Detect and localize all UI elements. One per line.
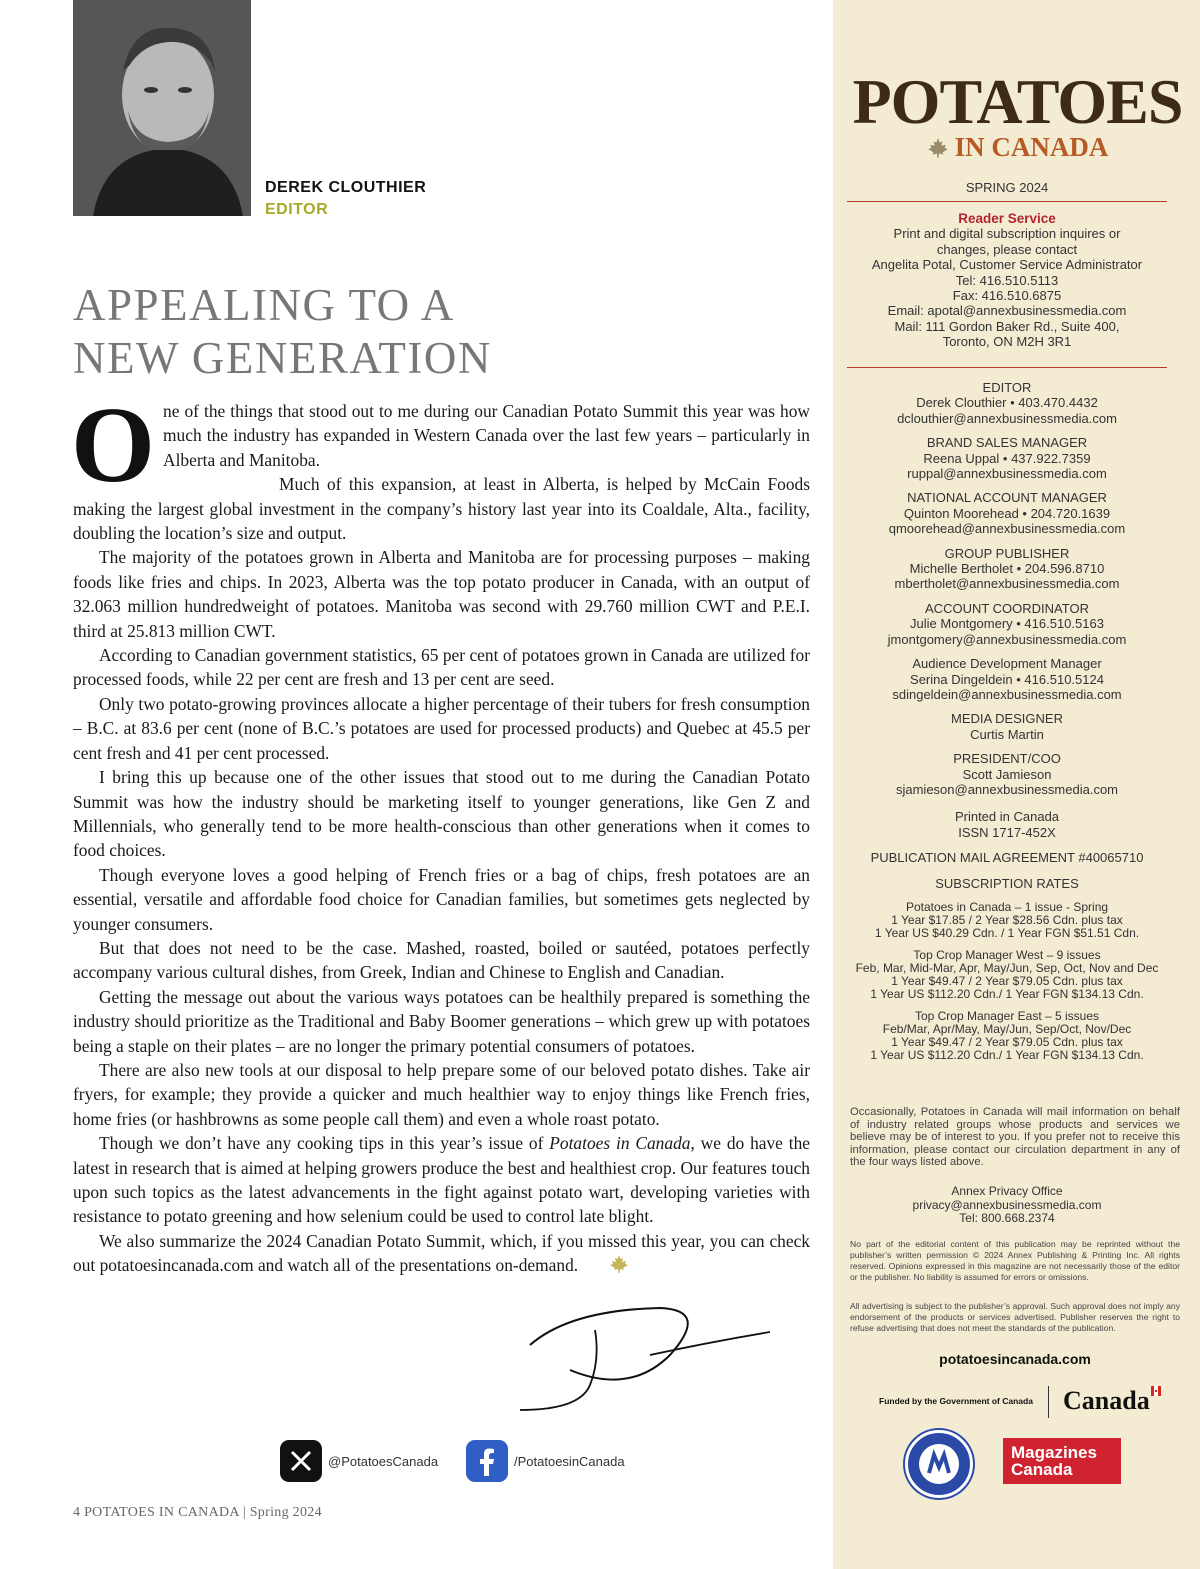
staff-entry	[847, 656, 1167, 702]
paragraph-text: , we do have the latest in research that is aimed at helping growers produce the best and healthiest crop. Our features touch upon such topics as the latest advancements in the fight against potato wart, developing varieties with resistance to potato greening and how selenium could be used to control late blight.	[73, 1133, 810, 1227]
staff-entry	[847, 546, 1167, 592]
twitter-handle: @PotatoesCanada	[328, 1453, 439, 1469]
divider	[1048, 1386, 1049, 1418]
facebook-handle: /PotatoesinCanada	[514, 1453, 625, 1469]
text-line: Tel: 800.668.2374	[959, 1211, 1055, 1225]
logo-title: POTATOES	[852, 66, 1183, 137]
text-line: privacy@annexbusinessmedia.com	[912, 1197, 1102, 1212]
paragraph-text: ne of the things that stood out to me during our Canadian Potato Summit this year was how much the industry has expanded in Western Canada over the last few years – particularly in Alberta and Manitoba.	[163, 401, 810, 470]
staff-role: EDITOR	[982, 380, 1032, 395]
staff-role: PRESIDENT/COO	[953, 751, 1061, 767]
staff-role: BRAND SALES MANAGER	[926, 435, 1088, 451]
headline-line-1: APPEALING TO A	[73, 280, 455, 330]
article-body	[71, 386, 810, 1281]
text-line: Potatoes in Canada – 1 issue - Spring	[905, 899, 1109, 914]
paragraph: I bring this up because one of the other issues that stood out to me during the Canadian Potato Summit was how the industry should be marketing itself to younger generations, like Gen Z and Millennials, who generally tend to be more health-conscious than other generations when it comes to food choices.	[73, 767, 810, 861]
magazine-title-italic: Potatoes in Canada	[549, 1133, 691, 1154]
paragraph: Only two potato-growing provinces allocate a higher percentage of their tubers for fresh consumption – B.C. at 83.6 per cent (none of B.C.’s potatoes are used for processed products) and Quebec at 45.5 per cent fresh and 41 per cent processed.	[73, 693, 810, 763]
canada-flag-icon	[1151, 1386, 1161, 1396]
staff-entry	[847, 751, 1167, 797]
mailing-notice: Occasionally, Potatoes in Canada will mail information on behalf of industry related groups whose products and services we believe may be of interest to you. If you prefer not to receive this information, please contact our circulation department in any of the four ways listed above.	[850, 1106, 1180, 1168]
magazines-canada-logo	[1003, 1438, 1121, 1484]
text-line: Toronto, ON M2H 3R1	[942, 334, 1072, 350]
copyright-notice: No part of the editorial content of this publication may be reprinted without the publisher’s written permission © 2024 Annex Publishing & Printing Inc. All rights reserved. Opinions expressed in this magazine are not necessarily those of the editor or the publisher. No liability is assumed for errors or omissions.	[850, 1239, 1180, 1282]
rates-block	[847, 901, 1167, 940]
text-line: Feb, Mar, Mid-Mar, Apr, May/Jun, Sep, Oct, Nov and Dec	[855, 960, 1159, 975]
text-line: Fax: 416.510.6875	[952, 288, 1062, 304]
staff-name: Michelle Bertholet • 204.596.8710	[909, 561, 1105, 577]
paragraph: Much of this expansion, at least in Alberta, is helped by McCain Foods making the largest global investment in the company’s history last year into its Coaldale, Alta., facility, doubling the location’s size and output.	[73, 474, 810, 544]
issn: ISSN 1717-452X	[958, 824, 1056, 840]
paragraph: There are also new tools at our disposal to help prepare some of our beloved potato dishes. Take air fryers, for example; they provide a quicker and much healthier way to enjoy things like French fries, home fries (or hashbrowns as some people call them) and even a whole roast potato.	[73, 1059, 810, 1129]
text-line: Top Crop Manager West – 9 issues	[913, 947, 1101, 962]
issue-label: SPRING 2024	[965, 180, 1049, 195]
text-line: Tel: 416.510.5113	[955, 272, 1059, 288]
staff-role: MEDIA DESIGNER	[951, 711, 1063, 727]
logo-text: Canada	[1011, 1460, 1073, 1479]
paragraph: Though everyone loves a good helping of French fries or a bag of chips, fresh potatoes are an essential, versatile and affordable food choice for Canadian families, but sometimes gets neglected by younger consumers.	[73, 864, 810, 934]
text-line: 1 Year US $40.29 Cdn. / 1 Year FGN $51.51 Cdn.	[874, 925, 1140, 940]
twitter-link[interactable]	[280, 1440, 438, 1482]
logo-text: Magazines	[1011, 1443, 1097, 1462]
headline-line-2: NEW GENERATION	[73, 333, 492, 383]
staff-name: Julie Montgomery • 416.510.5163	[910, 616, 1104, 632]
text-line: 1 Year $49.47 / 2 Year $79.05 Cdn. plus tax	[891, 973, 1123, 988]
text-line: Top Crop Manager East – 5 issues	[914, 1008, 1100, 1023]
staff-list	[847, 380, 1167, 1071]
maple-leaf-icon	[583, 1254, 629, 1280]
paragraph: But that does not need to be the case. Mashed, roasted, boiled or sautéed, potatoes perfectly accompany various cultural dishes, from Greek, Indian and Chinese to English and Canadian.	[73, 937, 810, 983]
reader-service	[847, 211, 1167, 350]
staff-role: GROUP PUBLISHER	[944, 545, 1070, 561]
funded-by-text: Funded by the Government of Canada	[879, 1396, 1033, 1406]
mail-agreement: PUBLICATION MAIL AGREEMENT #40065710	[870, 850, 1144, 866]
article-headline	[73, 279, 773, 385]
privacy-office	[847, 1185, 1167, 1226]
staff-email: sjamieson@annexbusinessmedia.com	[895, 781, 1119, 797]
paragraph: The majority of the potatoes grown in Alberta and Manitoba are for processing purposes – making foods like fries and chips. In 2023, Alberta was the top potato producer in Canada, with an output of 32.063 million hundredweight of potatoes. Manitoba was second with 29.760 million CWT and P.E.I. third at 25.813 million CWT.	[73, 547, 810, 641]
staff-name: Reena Uppal • 437.922.7359	[923, 450, 1091, 466]
drop-cap: O	[71, 386, 156, 505]
author-photo	[73, 0, 251, 216]
logo-subtitle: IN CANADA	[954, 132, 1109, 162]
paragraph	[73, 1229, 810, 1281]
website-link[interactable]: potatoesincanada.com	[939, 1351, 1091, 1367]
author-name: DEREK CLOUTHIER	[265, 179, 427, 196]
staff-entry	[847, 490, 1167, 536]
printed-info	[847, 809, 1167, 840]
canada-wordmark-text: Canada	[1063, 1386, 1150, 1415]
staff-name: Derek Clouthier • 403.470.4432	[916, 395, 1098, 411]
divider	[847, 201, 1167, 202]
staff-entry	[847, 601, 1167, 647]
divider	[847, 367, 1167, 368]
staff-entry	[847, 711, 1167, 742]
advertising-notice: All advertising is subject to the publisher’s approval. Such approval does not imply any endorsement of the products or services advertised. Publisher reserves the right to refuse advertising that does not meet the standards of the publication.	[850, 1301, 1180, 1333]
paragraph: According to Canadian government statistics, 65 per cent of potatoes grown in Canada are utilized for processed foods, while 22 per cent are fresh and 13 per cent are seed.	[73, 645, 810, 690]
reader-service-heading: Reader Service	[958, 211, 1056, 226]
text-line: Feb/Mar, Apr/May, May/Jun, Sep/Oct, Nov/Dec	[882, 1021, 1132, 1036]
staff-name: Curtis Martin	[970, 726, 1044, 742]
paragraph	[71, 386, 810, 505]
staff-name: Serina Dingeldein • 416.510.5124	[910, 671, 1104, 687]
text-line: Email: apotal@annexbusinessmedia.com	[887, 303, 1127, 319]
staff-email: dclouthier@annexbusinessmedia.com	[897, 410, 1117, 426]
staff-name: Scott Jamieson	[962, 766, 1052, 782]
staff-entry	[847, 380, 1167, 426]
paragraph: Getting the message out about the various ways potatoes can be healthily prepared is something the industry should prioritize as the Traditional and Baby Boomer generations – which grew up with potatoes being a staple on their plates – are no longer the primary potential consumers of potatoes.	[73, 986, 810, 1056]
text-line: 1 Year $49.47 / 2 Year $79.05 Cdn. plus tax	[891, 1034, 1123, 1049]
page-folio: 4 POTATOES IN CANADA | Spring 2024	[73, 1505, 322, 1520]
paragraph	[73, 1131, 810, 1229]
text-line: 1 Year $17.85 / 2 Year $28.56 Cdn. plus tax	[891, 912, 1123, 927]
canada-wordmark	[1063, 1386, 1161, 1416]
text-line: 1 Year US $112.20 Cdn./ 1 Year FGN $134.13 Cdn.	[870, 1047, 1144, 1062]
facebook-icon	[466, 1440, 508, 1482]
editor-signature	[510, 1300, 780, 1420]
facebook-link[interactable]	[466, 1440, 625, 1482]
text-line: Angelita Potal, Customer Service Administrator	[871, 257, 1143, 273]
staff-email: qmoorehead@annexbusinessmedia.com	[888, 521, 1126, 537]
staff-role: ACCOUNT COORDINATOR	[925, 600, 1089, 616]
rates-block	[847, 1010, 1167, 1062]
text-line: 1 Year US $112.20 Cdn./ 1 Year FGN $134.13 Cdn.	[870, 986, 1144, 1001]
staff-entry	[847, 435, 1167, 481]
aam-certification-seal	[905, 1430, 973, 1498]
rates-block	[847, 949, 1167, 1001]
staff-email: ruppal@annexbusinessmedia.com	[907, 466, 1107, 482]
maple-leaf-icon	[927, 137, 949, 159]
text-line: Annex Privacy Office	[951, 1184, 1063, 1198]
text-line: changes, please contact	[936, 241, 1078, 257]
text-line: Print and digital subscription inquires or	[893, 226, 1121, 242]
author-role: EDITOR	[265, 201, 329, 218]
magazine-logo	[845, 66, 1190, 163]
staff-role: Audience Development Manager	[912, 656, 1102, 672]
staff-name: Quinton Moorehead • 204.720.1639	[903, 505, 1111, 521]
paragraph-text: We also summarize the 2024 Canadian Potato Summit, which, if you missed this year, you can check out potatoesincanada.com and watch all of the presentations on-demand.	[73, 1230, 810, 1276]
staff-role: NATIONAL ACCOUNT MANAGER	[907, 490, 1107, 506]
x-twitter-icon	[280, 1440, 322, 1482]
staff-email: sdingeldein@annexbusinessmedia.com	[892, 686, 1122, 702]
paragraph-text: Though we don’t have any cooking tips in this year’s issue of	[99, 1133, 550, 1154]
printed-in: Printed in Canada	[954, 809, 1060, 825]
text-line: Mail: 111 Gordon Baker Rd., Suite 400,	[894, 318, 1120, 334]
staff-email: mbertholet@annexbusinessmedia.com	[894, 576, 1120, 592]
rates-heading: SUBSCRIPTION RATES	[935, 875, 1079, 891]
staff-email: jmontgomery@annexbusinessmedia.com	[887, 631, 1127, 647]
masthead-sidebar	[833, 0, 1200, 1569]
